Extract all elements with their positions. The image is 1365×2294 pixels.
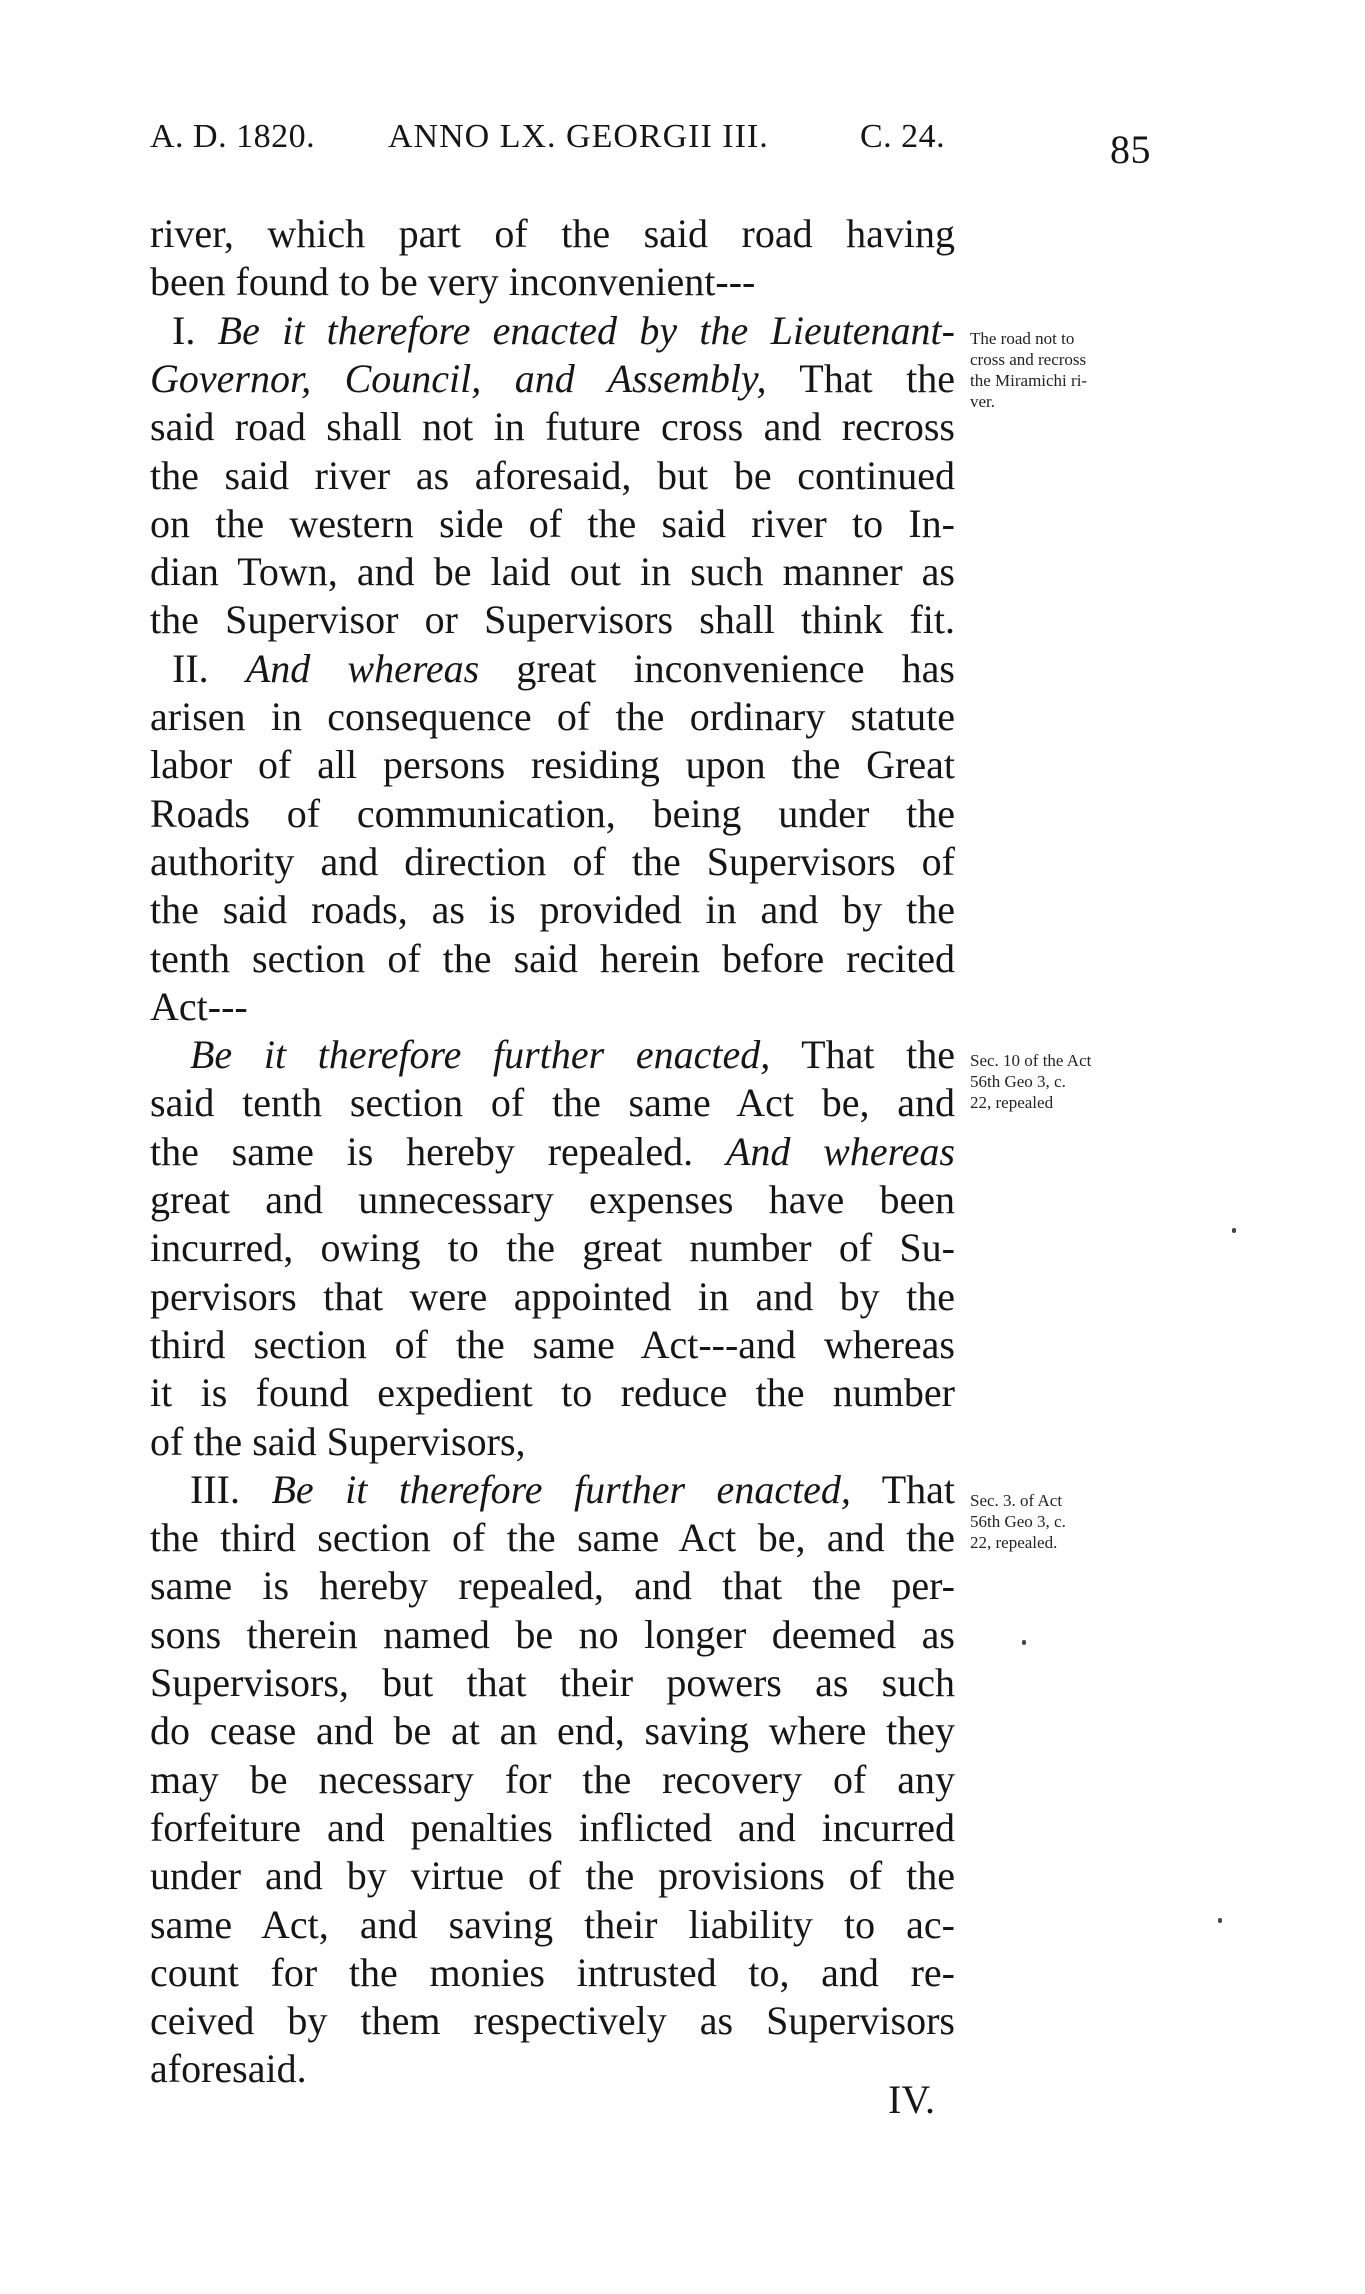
text-line xyxy=(150,403,955,451)
scan-speck xyxy=(1232,1228,1236,1233)
text-line xyxy=(150,548,955,596)
text-line xyxy=(150,1562,955,1610)
text-line xyxy=(150,307,955,355)
text-run: incurred, owing to the great number of Su- xyxy=(150,1225,955,1270)
italic-text: Be it therefore further enacted, xyxy=(271,1467,851,1512)
margin-note-road xyxy=(970,328,1145,412)
text-line xyxy=(150,1466,955,1514)
text-line xyxy=(150,452,955,500)
text-line xyxy=(150,1176,955,1224)
text-run: ceived by them respectively as Supervisors xyxy=(150,1998,955,2043)
text-run: may be necessary for the recovery of any xyxy=(150,1757,955,1802)
text-run: I. xyxy=(172,308,218,353)
margin-note-line: 56th Geo 3, c. xyxy=(970,1072,1066,1091)
margin-note-line: ver. xyxy=(970,392,996,411)
text-line xyxy=(150,1514,955,1562)
text-run: said road shall not in future cross and recross xyxy=(150,404,955,449)
text-line xyxy=(150,1224,955,1272)
text-run: the said roads, as is provided in and by the xyxy=(150,887,955,932)
margin-note-line: Sec. 3. of Act xyxy=(970,1491,1063,1510)
margin-note-line: 22, repealed. xyxy=(970,1533,1058,1552)
margin-note-line: 56th Geo 3, c. xyxy=(970,1512,1066,1531)
text-line xyxy=(150,1273,955,1321)
text-run: pervisors that were appointed in and by the xyxy=(150,1274,955,1319)
text-line xyxy=(150,355,955,403)
text-line xyxy=(150,838,955,886)
catchword: IV. xyxy=(888,2077,936,2122)
text-line xyxy=(150,983,955,1031)
text-line xyxy=(150,1128,955,1176)
text-run: Act--- xyxy=(150,984,248,1029)
text-line xyxy=(150,1901,955,1949)
text-line xyxy=(150,1804,955,1852)
text-line xyxy=(150,1707,955,1755)
margin-note-line: The road not to xyxy=(970,329,1075,348)
text-run: That the xyxy=(766,356,955,401)
margin-note-sec3 xyxy=(970,1490,1145,1553)
margin-note-line: Sec. 10 of the Act xyxy=(970,1051,1092,1070)
text-run: it is found expedient to reduce the number xyxy=(150,1370,955,1415)
text-line xyxy=(150,1369,955,1417)
text-run: been found to be very inconvenient--- xyxy=(150,259,756,304)
text-line xyxy=(150,886,955,934)
margin-note-line: 22, repealed xyxy=(970,1093,1054,1112)
header-chapter: C. 24. xyxy=(860,118,946,155)
text-run: forfeiture and penalties inflicted and incurred xyxy=(150,1805,955,1850)
text-run: on the western side of the said river to In- xyxy=(150,501,955,546)
text-run: sons therein named be no longer deemed as xyxy=(150,1612,955,1657)
italic-text: And whereas xyxy=(245,646,480,691)
text-run: count for the monies intrusted to, and re- xyxy=(150,1950,955,1995)
margin-note-line: cross and recross xyxy=(970,350,1087,369)
text-line xyxy=(150,1321,955,1369)
text-run: arisen in consequence of the ordinary statute xyxy=(150,694,955,739)
page-number: 85 xyxy=(1110,127,1151,172)
text-run: II. xyxy=(172,646,246,691)
margin-note-line: the Miramichi ri- xyxy=(970,371,1088,390)
text-line xyxy=(150,693,955,741)
text-run: great inconvenience has xyxy=(479,646,955,691)
text-run: the same is hereby repealed. xyxy=(150,1129,726,1174)
text-line xyxy=(150,1031,955,1079)
text-line xyxy=(150,1611,955,1659)
text-line xyxy=(150,1079,955,1127)
margin-note-sec10 xyxy=(970,1050,1145,1113)
italic-text: Governor, Council, and Assembly, xyxy=(150,356,767,401)
text-line xyxy=(150,1756,955,1804)
text-line xyxy=(150,500,955,548)
text-run: under and by virtue of the provisions of the xyxy=(150,1853,955,1898)
header-year: A. D. 1820. xyxy=(150,118,316,155)
text-run: authority and direction of the Supervisors of xyxy=(150,839,955,884)
text-line xyxy=(150,935,955,983)
text-line xyxy=(150,1949,955,1997)
text-line xyxy=(150,1852,955,1900)
text-line xyxy=(150,210,955,258)
text-run: tenth section of the said herein before recited xyxy=(150,936,955,981)
text-run: same is hereby repealed, and that the per- xyxy=(150,1563,955,1608)
text-line xyxy=(150,645,955,693)
header-title: ANNO LX. GEORGII III. xyxy=(388,118,769,155)
text-run: the Supervisor or Supervisors shall think fit. xyxy=(150,597,955,642)
text-run: That xyxy=(850,1467,955,1512)
text-run: of the said Supervisors, xyxy=(150,1419,526,1464)
text-run: said tenth section of the same Act be, and xyxy=(150,1080,955,1125)
text-line xyxy=(150,1418,955,1466)
scan-speck xyxy=(1022,1640,1026,1645)
text-run: same Act, and saving their liability to ac- xyxy=(150,1902,955,1947)
italic-text: Be it therefore further enacted, xyxy=(190,1032,771,1077)
text-run: labor of all persons residing upon the Great xyxy=(150,742,955,787)
scan-speck xyxy=(1218,1918,1222,1923)
text-line xyxy=(150,258,955,306)
text-run: Roads of communication, being under the xyxy=(150,791,955,836)
italic-text: And whereas xyxy=(725,1129,955,1174)
text-line xyxy=(150,1659,955,1707)
text-line xyxy=(150,790,955,838)
text-run: the third section of the same Act be, and the xyxy=(150,1515,955,1560)
text-run: third section of the same Act---and whereas xyxy=(150,1322,955,1367)
text-run: That the xyxy=(770,1032,955,1077)
text-run: river, which part of the said road having xyxy=(150,211,955,256)
text-run: Supervisors, but that their powers as such xyxy=(150,1660,955,1705)
text-line xyxy=(150,2045,955,2093)
text-run: do cease and be at an end, saving where they xyxy=(150,1708,955,1753)
text-line xyxy=(150,596,955,644)
text-run: the said river as aforesaid, but be continued xyxy=(150,453,955,498)
text-run: aforesaid. xyxy=(150,2046,307,2091)
italic-text: Be it therefore enacted by the Lieutenant- xyxy=(217,308,955,353)
text-run: great and unnecessary expenses have been xyxy=(150,1177,955,1222)
text-run: III. xyxy=(190,1467,272,1512)
text-line xyxy=(150,741,955,789)
text-line xyxy=(150,1997,955,2045)
text-run: dian Town, and be laid out in such manner as xyxy=(150,549,955,594)
